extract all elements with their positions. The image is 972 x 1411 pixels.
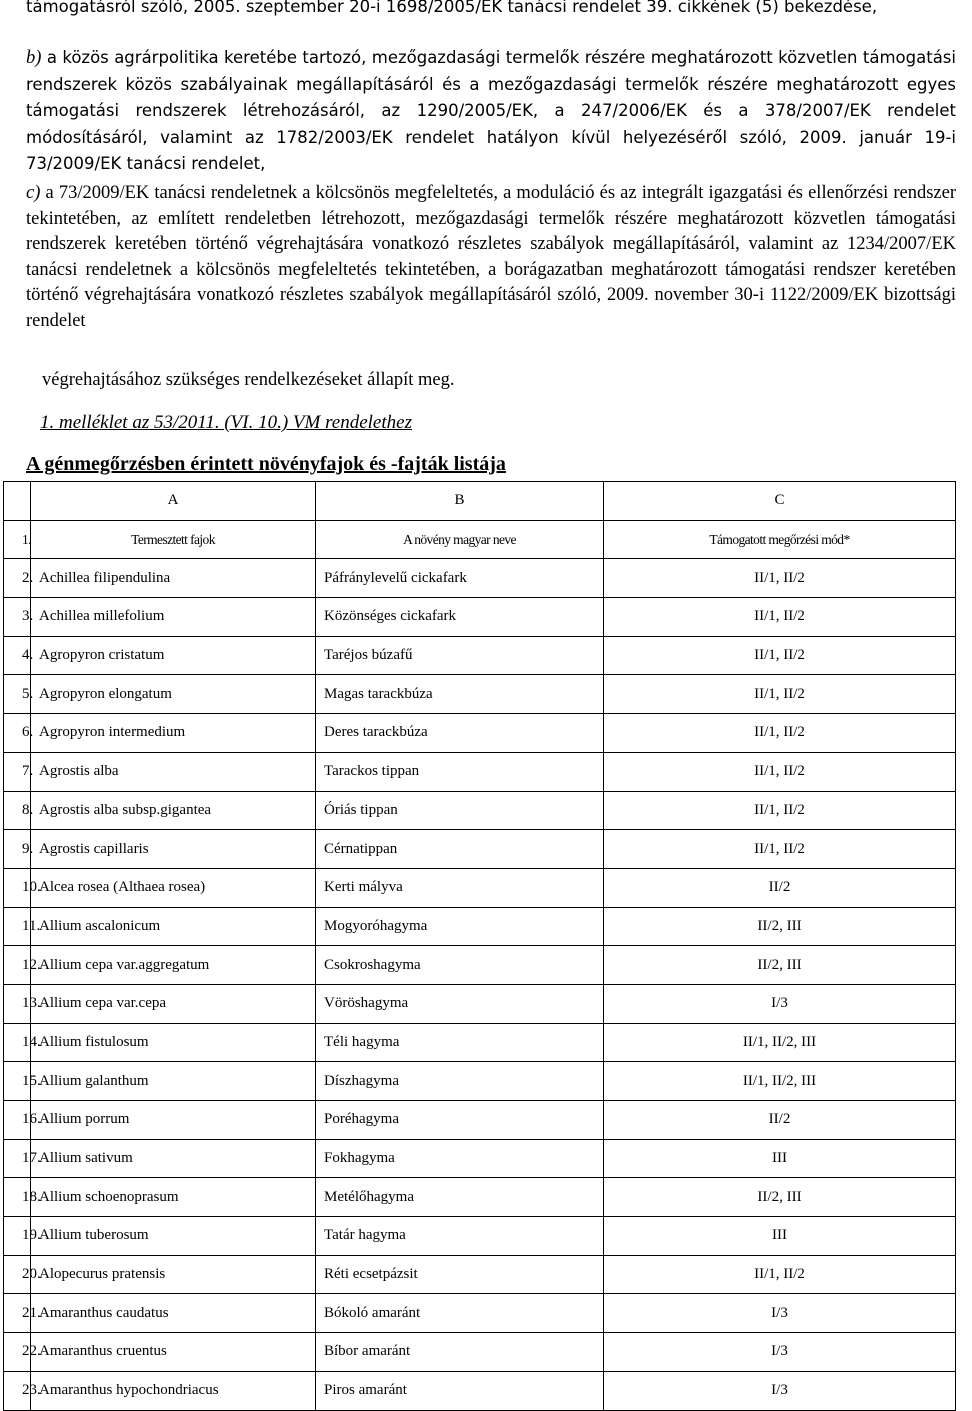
row-number: 5. [4, 675, 31, 714]
hungarian-name-cell: Díszhagyma [316, 1062, 604, 1101]
header-row [4, 520, 956, 559]
closing-line: végrehajtásához szükséges rendelkezéseket állapít meg. [42, 370, 455, 390]
conservation-mode-cell: I/3 [604, 1294, 956, 1333]
conservation-mode-cell: II/1, II/2 [604, 598, 956, 637]
hungarian-name-cell: Metélőhagyma [316, 1178, 604, 1217]
species-cell: Allium porrum [31, 1101, 316, 1140]
table-row [4, 984, 956, 1023]
species-cell: Agrostis capillaris [31, 830, 316, 869]
species-cell: Amaranthus cruentus [31, 1333, 316, 1372]
table-row [4, 1139, 956, 1178]
hungarian-name-cell: Mogyoróhagyma [316, 907, 604, 946]
species-cell: Allium ascalonicum [31, 907, 316, 946]
species-cell: Agrostis alba [31, 752, 316, 791]
conservation-mode-cell: I/3 [604, 984, 956, 1023]
hungarian-name-cell: Téli hagyma [316, 1023, 604, 1062]
conservation-mode-cell: III [604, 1217, 956, 1256]
conservation-mode-cell: II/1, II/2 [604, 714, 956, 753]
conservation-mode-cell: II/1, II/2 [604, 752, 956, 791]
row-number: 4. [4, 636, 31, 675]
species-cell: Agropyron elongatum [31, 675, 316, 714]
paragraph-c [26, 181, 956, 335]
species-cell: Achillea filipendulina [31, 559, 316, 598]
hungarian-name-cell: Deres tarackbúza [316, 714, 604, 753]
intro-line-0: támogatásról szóló, 2005. szeptember 20-i 1698/2005/EK tanácsi rendelet 39. cikkének (5) bekezdése, [26, 0, 878, 16]
species-cell: Amaranthus caudatus [31, 1294, 316, 1333]
row-number: 13. [4, 984, 31, 1023]
hungarian-name-cell: Tarackos tippan [316, 752, 604, 791]
conservation-mode-cell: II/2, III [604, 946, 956, 985]
table-row [4, 791, 956, 830]
column-letters-row [4, 482, 956, 521]
conservation-mode-cell: II/1, II/2 [604, 830, 956, 869]
row-number: 6. [4, 714, 31, 753]
hungarian-name-cell: Kerti mályva [316, 868, 604, 907]
paragraph-c-marker: c) [26, 183, 41, 203]
row-number: 12. [4, 946, 31, 985]
paragraph-b [26, 45, 956, 178]
paragraph-c-text: a 73/2009/EK tanácsi rendeletnek a kölcsönös megfeleltetés, a moduláció és az integrált igazgatási és ellenőrzési rendszer tekintetében, az említett rendeletben létrehozott, mezőgazdasági termelők részére meghatározott közvetlen támogatási rendszerek keretében történő végrehajtására vonatkozó részletes szabályok megállapításáról, valamint az 1234/2007/EK tanácsi rendeletnek a kölcsönös megfeleltetés tekintetében, a borágazatban meghatározott támogatási rendszer keretében történő végrehajtására vonatkozó részletes szabályok megállapításáról szóló, 2009. november 30-i 1122/2009/EK bizottsági rendelet [26, 183, 956, 331]
paragraph-b-marker: b) [26, 48, 42, 68]
header-species: Termesztett fajok [31, 520, 316, 559]
table-row [4, 636, 956, 675]
hungarian-name-cell: Bíbor amaránt [316, 1333, 604, 1372]
hungarian-name-cell: Csokroshagyma [316, 946, 604, 985]
row-number: 17. [4, 1139, 31, 1178]
hungarian-name-cell: Bókoló amaránt [316, 1294, 604, 1333]
list-title: A génmegőrzésben érintett növényfajok és -fajták listája [26, 453, 506, 475]
hungarian-name-cell: Taréjos búzafű [316, 636, 604, 675]
row-number: 21. [4, 1294, 31, 1333]
species-cell: Allium cepa var.aggregatum [31, 946, 316, 985]
species-cell: Allium tuberosum [31, 1217, 316, 1256]
paragraph-b-text: a közös agrárpolitika keretébe tartozó, mezőgazdasági termelők részére meghatározott közvetlen támogatási rendszerek közös szabályainak megállapításáról és a mezőgazdasági termelők részére meghatározott egyes támogatási rendszerek létrehozásáról, az 1290/2005/EK, a 247/2006/EK és a 378/2007/EK rendelet módosításáról, valamint az 1782/2003/EK rendelet hatályon kívül helyezéséről szóló, 2009. január 19-i 73/2009/EK tanácsi rendelet, [26, 48, 956, 174]
conservation-mode-cell: II/2 [604, 868, 956, 907]
species-cell: Allium fistulosum [31, 1023, 316, 1062]
conservation-mode-cell: II/2 [604, 1101, 956, 1140]
hungarian-name-cell: Tatár hagyma [316, 1217, 604, 1256]
conservation-mode-cell: III [604, 1139, 956, 1178]
row-number: 16. [4, 1101, 31, 1140]
conservation-mode-cell: II/1, II/2, III [604, 1023, 956, 1062]
row-number: 15. [4, 1062, 31, 1101]
species-cell: Alopecurus pratensis [31, 1255, 316, 1294]
hungarian-name-cell: Cérnatippan [316, 830, 604, 869]
row-number: 14. [4, 1023, 31, 1062]
species-cell: Allium schoenoprasum [31, 1178, 316, 1217]
conservation-mode-cell: II/1, II/2 [604, 1255, 956, 1294]
header-conservation-mode: Támogatott megőrzési mód* [604, 520, 956, 559]
table-row [4, 868, 956, 907]
column-letter-cell [4, 482, 31, 521]
hungarian-name-cell: Magas tarackbúza [316, 675, 604, 714]
table-row [4, 1178, 956, 1217]
hungarian-name-cell: Piros amaránt [316, 1371, 604, 1410]
table-row [4, 752, 956, 791]
row-number: 3. [4, 598, 31, 637]
row-number: 2. [4, 559, 31, 598]
row-number: 22. [4, 1333, 31, 1372]
row-number: 1. [4, 520, 31, 559]
species-cell: Agrostis alba subsp.gigantea [31, 791, 316, 830]
row-number: 19. [4, 1217, 31, 1256]
species-cell: Alcea rosea (Althaea rosea) [31, 868, 316, 907]
conservation-mode-cell: II/2, III [604, 907, 956, 946]
hungarian-name-cell: Vöröshagyma [316, 984, 604, 1023]
conservation-mode-cell: I/3 [604, 1371, 956, 1410]
conservation-mode-cell: II/1, II/2, III [604, 1062, 956, 1101]
species-cell: Amaranthus hypochondriacus [31, 1371, 316, 1410]
conservation-mode-cell: I/3 [604, 1333, 956, 1372]
hungarian-name-cell: Fokhagyma [316, 1139, 604, 1178]
row-number: 10. [4, 868, 31, 907]
table-row [4, 714, 956, 753]
table-row [4, 1023, 956, 1062]
table-row [4, 1217, 956, 1256]
table-row [4, 675, 956, 714]
row-number: 20. [4, 1255, 31, 1294]
table-row [4, 907, 956, 946]
table-row [4, 559, 956, 598]
row-number: 8. [4, 791, 31, 830]
table-row [4, 830, 956, 869]
table-row [4, 946, 956, 985]
conservation-mode-cell: II/2, III [604, 1178, 956, 1217]
table-row [4, 1294, 956, 1333]
conservation-mode-cell: II/1, II/2 [604, 791, 956, 830]
table-row [4, 1333, 956, 1372]
row-number: 23. [4, 1371, 31, 1410]
species-cell: Allium cepa var.cepa [31, 984, 316, 1023]
conservation-mode-cell: II/1, II/2 [604, 636, 956, 675]
conservation-mode-cell: II/1, II/2 [604, 559, 956, 598]
hungarian-name-cell: Óriás tippan [316, 791, 604, 830]
table-row [4, 1371, 956, 1410]
species-cell: Allium sativum [31, 1139, 316, 1178]
table-row [4, 1255, 956, 1294]
species-cell: Agropyron cristatum [31, 636, 316, 675]
header-hungarian-name: A növény magyar neve [316, 520, 604, 559]
hungarian-name-cell: Páfránylevelű cickafark [316, 559, 604, 598]
row-number: 9. [4, 830, 31, 869]
table-row [4, 598, 956, 637]
species-cell: Agropyron intermedium [31, 714, 316, 753]
row-number: 7. [4, 752, 31, 791]
row-number: 11. [4, 907, 31, 946]
species-table [3, 481, 956, 1411]
column-letter-c: C [604, 482, 956, 521]
species-cell: Achillea millefolium [31, 598, 316, 637]
species-cell: Allium galanthum [31, 1062, 316, 1101]
hungarian-name-cell: Poréhagyma [316, 1101, 604, 1140]
hungarian-name-cell: Réti ecsetpázsit [316, 1255, 604, 1294]
table-row [4, 1101, 956, 1140]
row-number: 18. [4, 1178, 31, 1217]
table-row [4, 1062, 956, 1101]
hungarian-name-cell: Közönséges cickafark [316, 598, 604, 637]
conservation-mode-cell: II/1, II/2 [604, 675, 956, 714]
column-letter-a: A [31, 482, 316, 521]
column-letter-b: B [316, 482, 604, 521]
annex-title: 1. melléklet az 53/2011. (VI. 10.) VM rendelethez [40, 412, 412, 433]
